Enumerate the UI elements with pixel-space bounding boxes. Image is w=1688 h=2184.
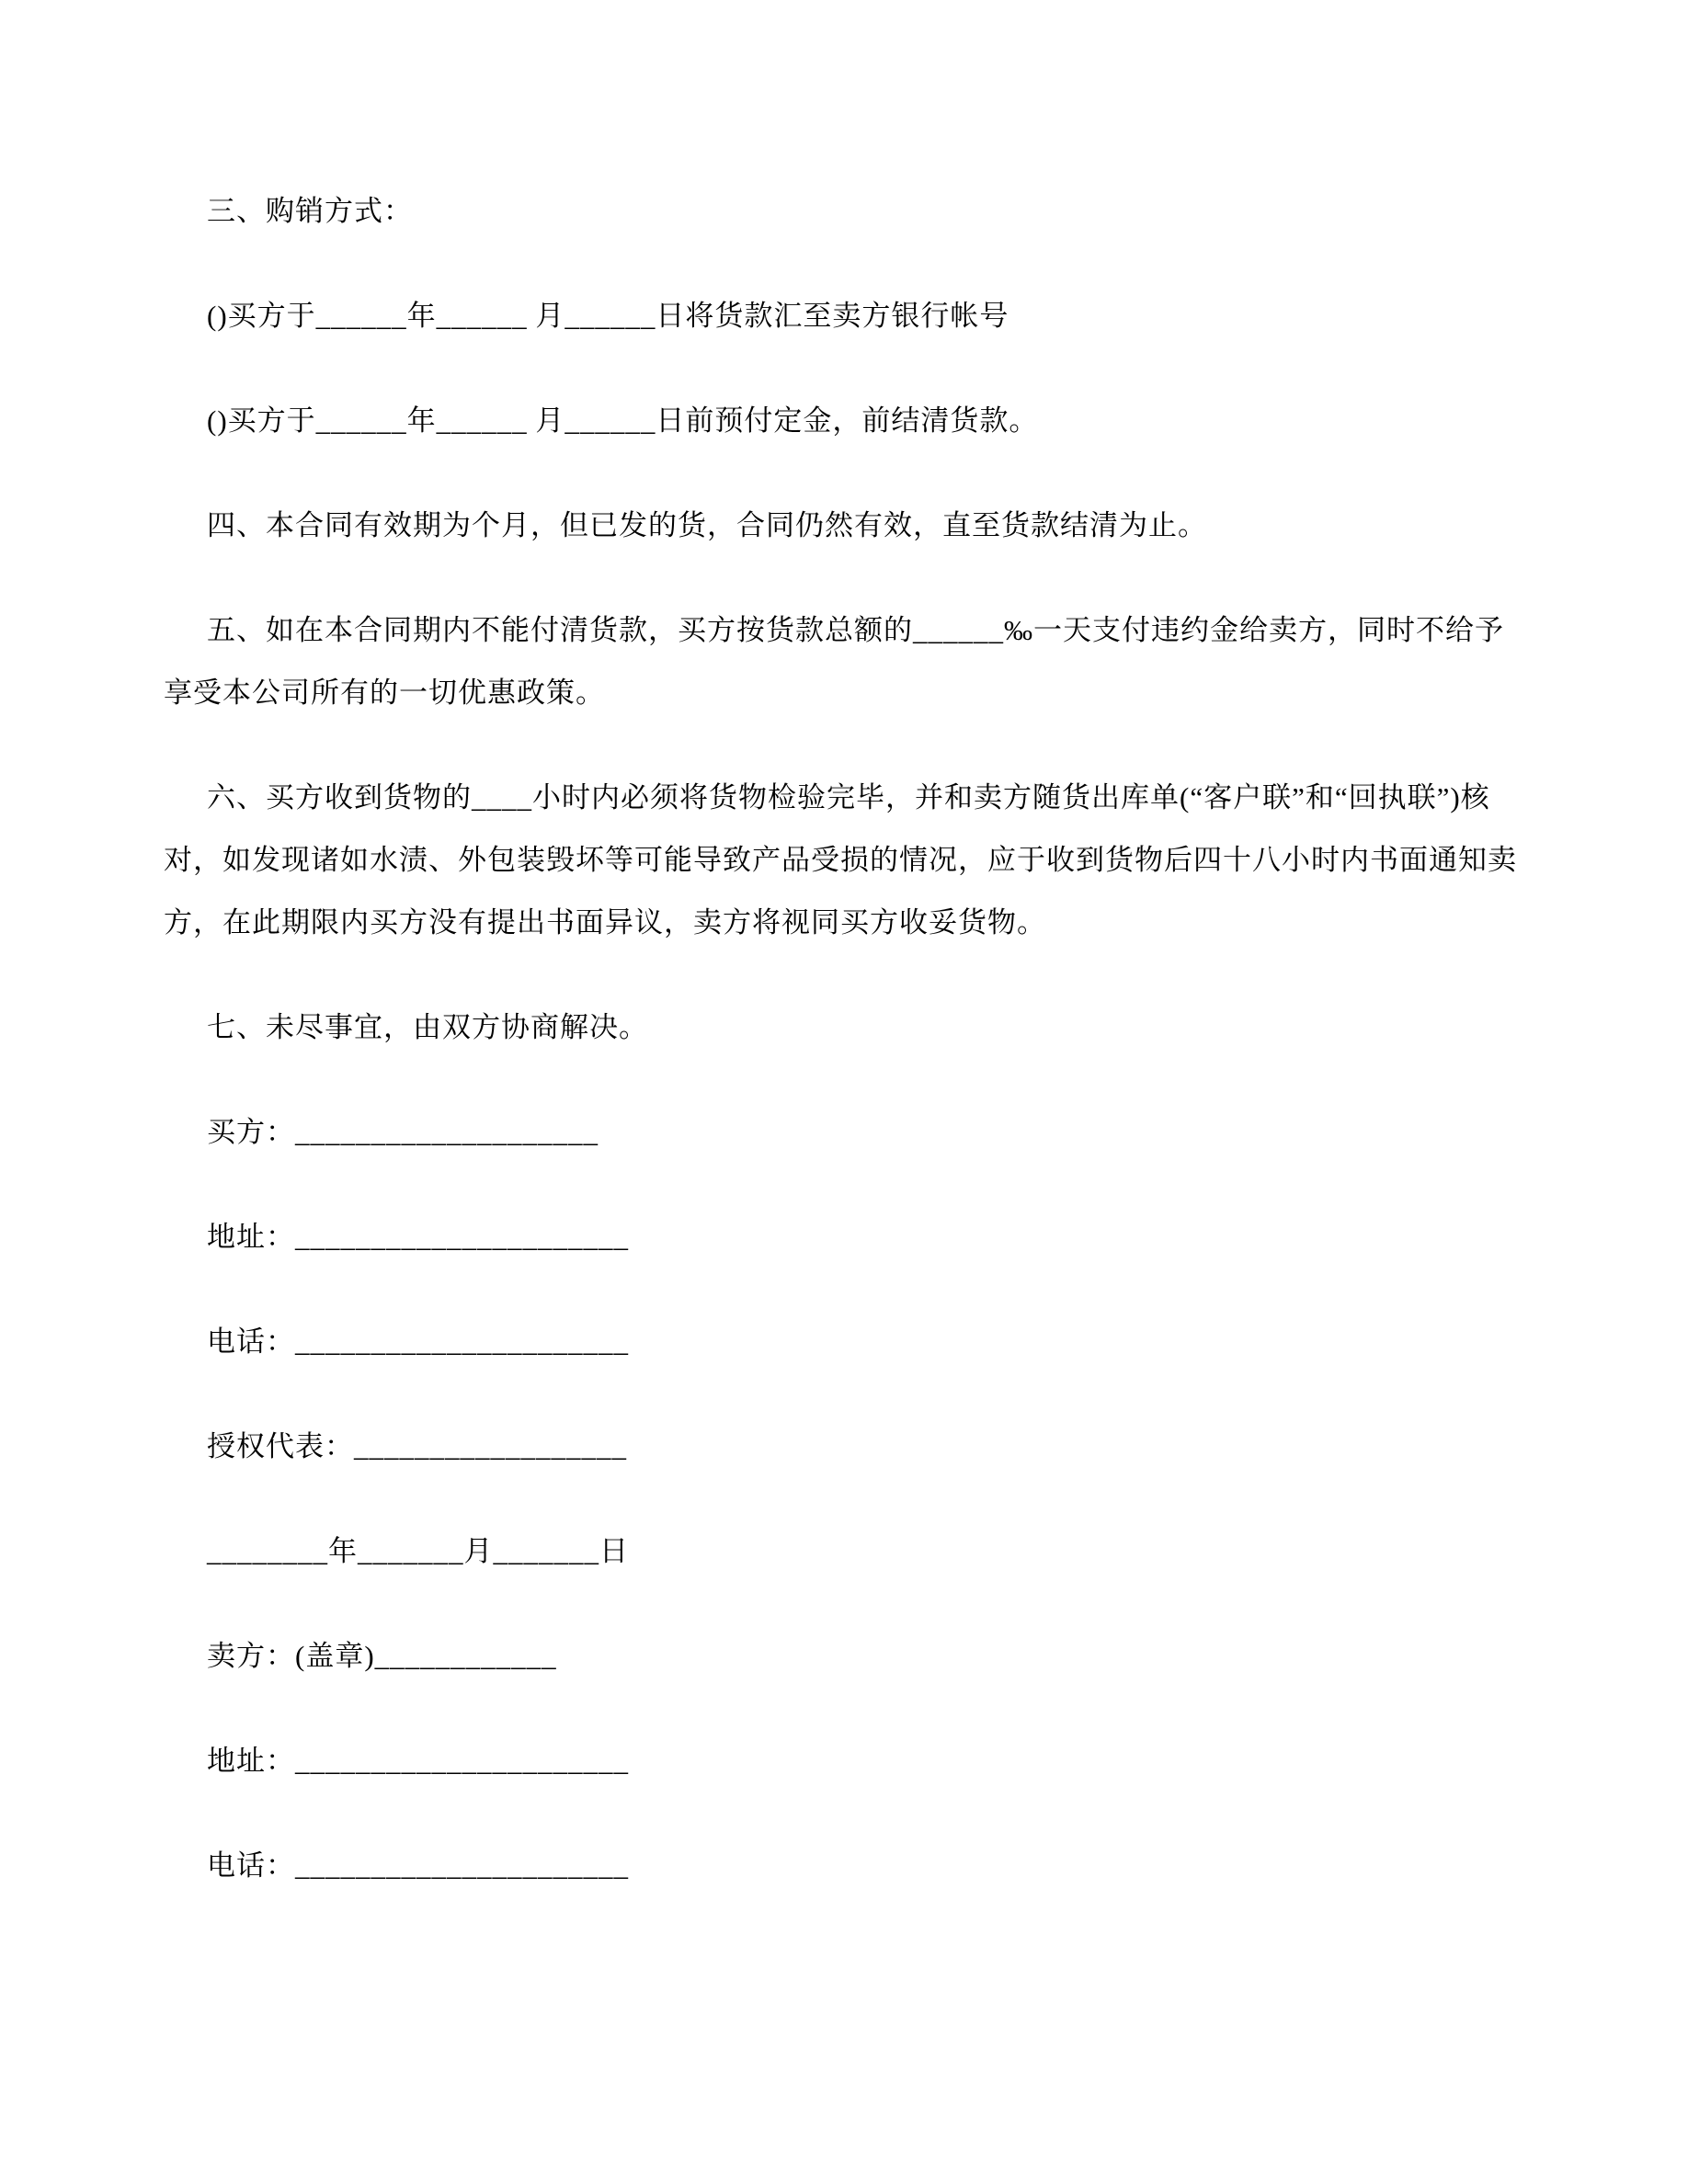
buyer-line: 买方：____________________: [207, 1116, 599, 1148]
clause-7: 七、未尽事宜，由双方协商解决。: [207, 1011, 648, 1043]
clause-6: 六、买方收到货物的____小时内必须将货物检验完毕，并和卖方随货出库单(“客户联”和“回执联”)核对，如发现诸如水渍、外包装毁坏等可能导致产品受损的情况，应于收到货物后四十八小时内书面通知卖方，在此期限内买方没有提出书面异议，卖方将视同买方收妥货物。: [164, 781, 1517, 938]
seller-line: 卖方：(盖章)____________: [207, 1640, 557, 1672]
payment-option-1: ()买方于______年______ 月______日将货款汇至卖方银行帐号: [207, 300, 1009, 332]
seller-phone-line: 电话：______________________: [207, 1849, 629, 1882]
seller-address-line: 地址：______________________: [207, 1745, 629, 1777]
clause-3-heading: 三、购销方式：: [207, 195, 413, 227]
buyer-phone-line: 电话：______________________: [207, 1325, 629, 1358]
date-line: ________年_______月_______日: [207, 1535, 629, 1567]
clause-5: 五、如在本合同期内不能付清货款，买方按货款总额的______‰一天支付违约金给卖方，同时不给予享受本公司所有的一切优惠政策。: [164, 614, 1504, 709]
payment-option-2: ()买方于______年______ 月______日前预付定金，前结清货款。: [207, 404, 1039, 437]
clause-4: 四、本合同有效期为个月，但已发的货，合同仍然有效，直至货款结清为止。: [207, 509, 1207, 541]
buyer-address-line: 地址：______________________: [207, 1221, 629, 1253]
contract-body: [164, 180, 1532, 1897]
authorized-representative-line: 授权代表：__________________: [207, 1430, 627, 1462]
